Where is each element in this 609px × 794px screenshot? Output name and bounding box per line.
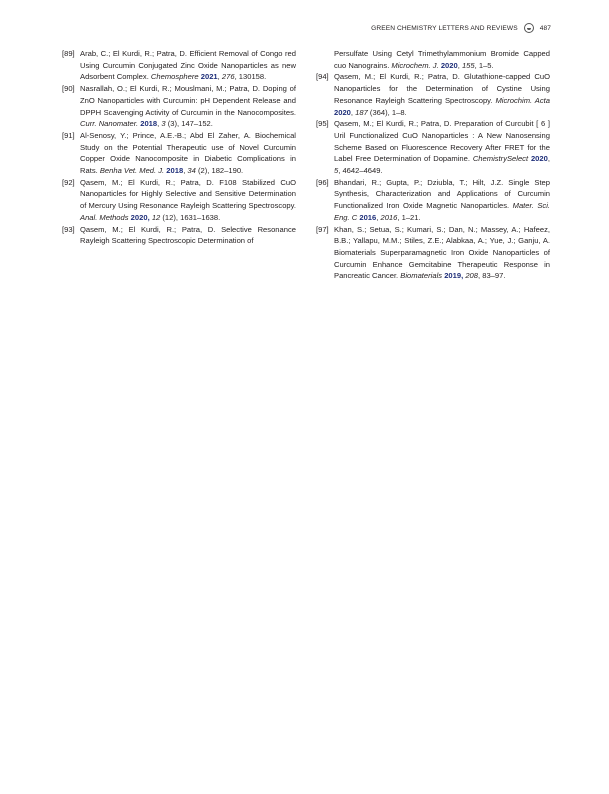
reference-text: ,	[457, 60, 462, 70]
reference-journal-or-volume: Chemosphere	[150, 72, 199, 82]
reference-journal-or-volume: Mater. Sci. Eng. C	[334, 201, 550, 222]
reference-text: (2), 182–190.	[195, 166, 244, 176]
reference-text: Al-Senosy, Y.; Prince, A.E.-B.; Abd El Zaher, A. Biochemical Study on the Potential Therapeutic use of Novel Curcumin Copper Oxide Nanocomposite in Diabetic Complications in Rats.	[80, 130, 296, 176]
reference-entry	[316, 177, 550, 224]
page-number: 487	[539, 24, 551, 32]
reference-number: [91]	[62, 130, 75, 140]
reference-text: Arab, C.; El Kurdi, R.; Patra, D. Efficient Removal of Congo red Using Curcumin Conjugated Zinc Oxide Nanoparticles as new Adsorbent Complex.	[80, 49, 296, 82]
reference-text: ,	[350, 107, 356, 117]
reference-journal-or-volume: Microchim. Acta	[495, 95, 550, 105]
reference-text: ,	[217, 72, 222, 82]
reference-text: (3), 147–152.	[165, 119, 213, 129]
reference-text: ,	[547, 154, 550, 164]
reference-text: , 130158.	[234, 72, 267, 82]
reference-entry	[316, 224, 550, 283]
reference-journal-or-volume: 5	[334, 166, 339, 176]
reference-year: 2016	[359, 212, 377, 222]
reference-journal-or-volume: Microchem. J.	[391, 60, 439, 70]
reference-text: Persulfate Using Cetyl Trimethylammonium Bromide Capped cuo Nanograins.	[334, 49, 550, 70]
reference-journal-or-volume: 3	[161, 119, 166, 129]
reference-journal-or-volume: 276	[221, 72, 235, 82]
reference-entry	[316, 118, 550, 177]
reference-text: (12), 1631–1638.	[160, 212, 221, 222]
reference-text: ,	[376, 212, 381, 222]
reference-text: Qasem, M.; El Kurdi, R.; Patra, D. Glutathione-capped CuO Nanoparticles for the Determination of Cystine Using Resonance Rayleigh Scattering Spectroscopy.	[334, 72, 550, 105]
reference-column-left	[62, 48, 296, 247]
reference-year: 2018	[166, 166, 184, 176]
reference-number: [90]	[62, 84, 75, 94]
reference-text: ,	[183, 166, 188, 176]
reference-number: [96]	[316, 177, 329, 187]
reference-journal-or-volume: Curr. Nanomater.	[80, 119, 139, 129]
reference-text: , 4642–4649.	[338, 166, 383, 176]
reference-number: [95]	[316, 119, 329, 129]
reference-number: [89]	[62, 49, 75, 58]
reference-text: Qasem, M.; El Kurdi, R.; Patra, D. Selective Resonance Rayleigh Scattering Spectroscopic Determination of	[80, 224, 296, 246]
reference-number: [97]	[316, 224, 329, 234]
reference-entry	[62, 130, 296, 177]
reference-year: 2021	[200, 72, 218, 82]
reference-text: Qasem, M.; El Kurdi, R.; Patra, D. F108 Stabilized CuO Nanoparticles for Highly Selective and Sensitive Determination of Mercury Using Resonance Rayleigh Scattering Spectroscopy.	[80, 177, 296, 211]
reference-text: Qasem, M.; El Kurdi, R.; Patra, D. Preparation of Curcubit [ 6 ] Uril Functionalized CuO Nanoparticles : A New Nanosensing Scheme Based on Fluorescence Recovery After FRET for the Label Free Determination of Dopamine.	[334, 119, 550, 164]
reference-entry	[62, 83, 296, 130]
reference-text: ,	[157, 119, 162, 129]
reference-entry	[316, 71, 550, 118]
reference-text: (364), 1–8.	[367, 107, 407, 117]
reference-entry	[62, 48, 296, 83]
reference-journal-or-volume: ChemistrySelect	[472, 154, 529, 164]
reference-journal-or-volume: Benha Vet. Med. J.	[99, 166, 165, 176]
reference-year: 2019,	[444, 271, 464, 281]
reference-year: 2020	[334, 107, 351, 117]
reference-text: Bhandari, R.; Gupta, P.; Dziubla, T.; Hilt, J.Z. Single Step Synthesis, Characterization and Applications of Curcumin Functionalized Iron Oxide Magnetic Nanoparticles.	[334, 177, 550, 211]
reference-entry	[316, 48, 550, 71]
running-header	[371, 23, 551, 33]
journal-title: GREEN CHEMISTRY LETTERS AND REVIEWS	[371, 24, 518, 32]
reference-text: , 1–5.	[474, 60, 494, 70]
reference-journal-or-volume: 2016	[380, 212, 398, 222]
reference-text: Khan, S.; Setua, S.; Kumari, S.; Dan, N.; Massey, A.; Hafeez, B.B.; Yallapu, M.M.; Stiles, Z.E.; Alabkaa, A.; Yue, J.; Ganju, A. Biomaterials Superparamagnetic Iron Oxide Nanoparticles of Curcumin Enhance Gemcitabine Therapeutic Response in Pancreatic Cancer.	[334, 224, 550, 281]
reference-text: , 1–21.	[397, 212, 421, 222]
reference-year: 2018	[140, 119, 158, 129]
reference-year: 2020	[530, 154, 548, 164]
reference-column-right	[316, 48, 550, 282]
reference-journal-or-volume: Biomaterials	[400, 271, 443, 281]
reference-number: [93]	[62, 224, 75, 234]
reference-entry	[62, 224, 296, 247]
reference-entry	[62, 177, 296, 224]
reference-journal-or-volume: 34	[187, 166, 196, 176]
reference-text: Nasrallah, O.; El Kurdi, R.; Mouslmani, M.; Patra, D. Doping of ZnO Nanoparticles with Curcumin: pH Dependent Release and DPPH Scavenging Activity of Curcumin in the Nanocomposites.	[80, 84, 296, 117]
reference-number: [94]	[316, 72, 329, 82]
reference-journal-or-volume: 12	[151, 212, 161, 222]
reference-year: 2020,	[130, 212, 150, 222]
reference-journal-or-volume: Anal. Methods	[80, 212, 129, 222]
reference-journal-or-volume: 155	[461, 60, 475, 70]
journal-logo-icon	[524, 23, 534, 33]
reference-text: , 83–97.	[478, 271, 506, 281]
reference-journal-or-volume: 187	[355, 107, 368, 117]
reference-number: [92]	[62, 177, 75, 187]
reference-year: 2020	[440, 60, 458, 70]
reference-journal-or-volume: 208	[465, 271, 478, 281]
